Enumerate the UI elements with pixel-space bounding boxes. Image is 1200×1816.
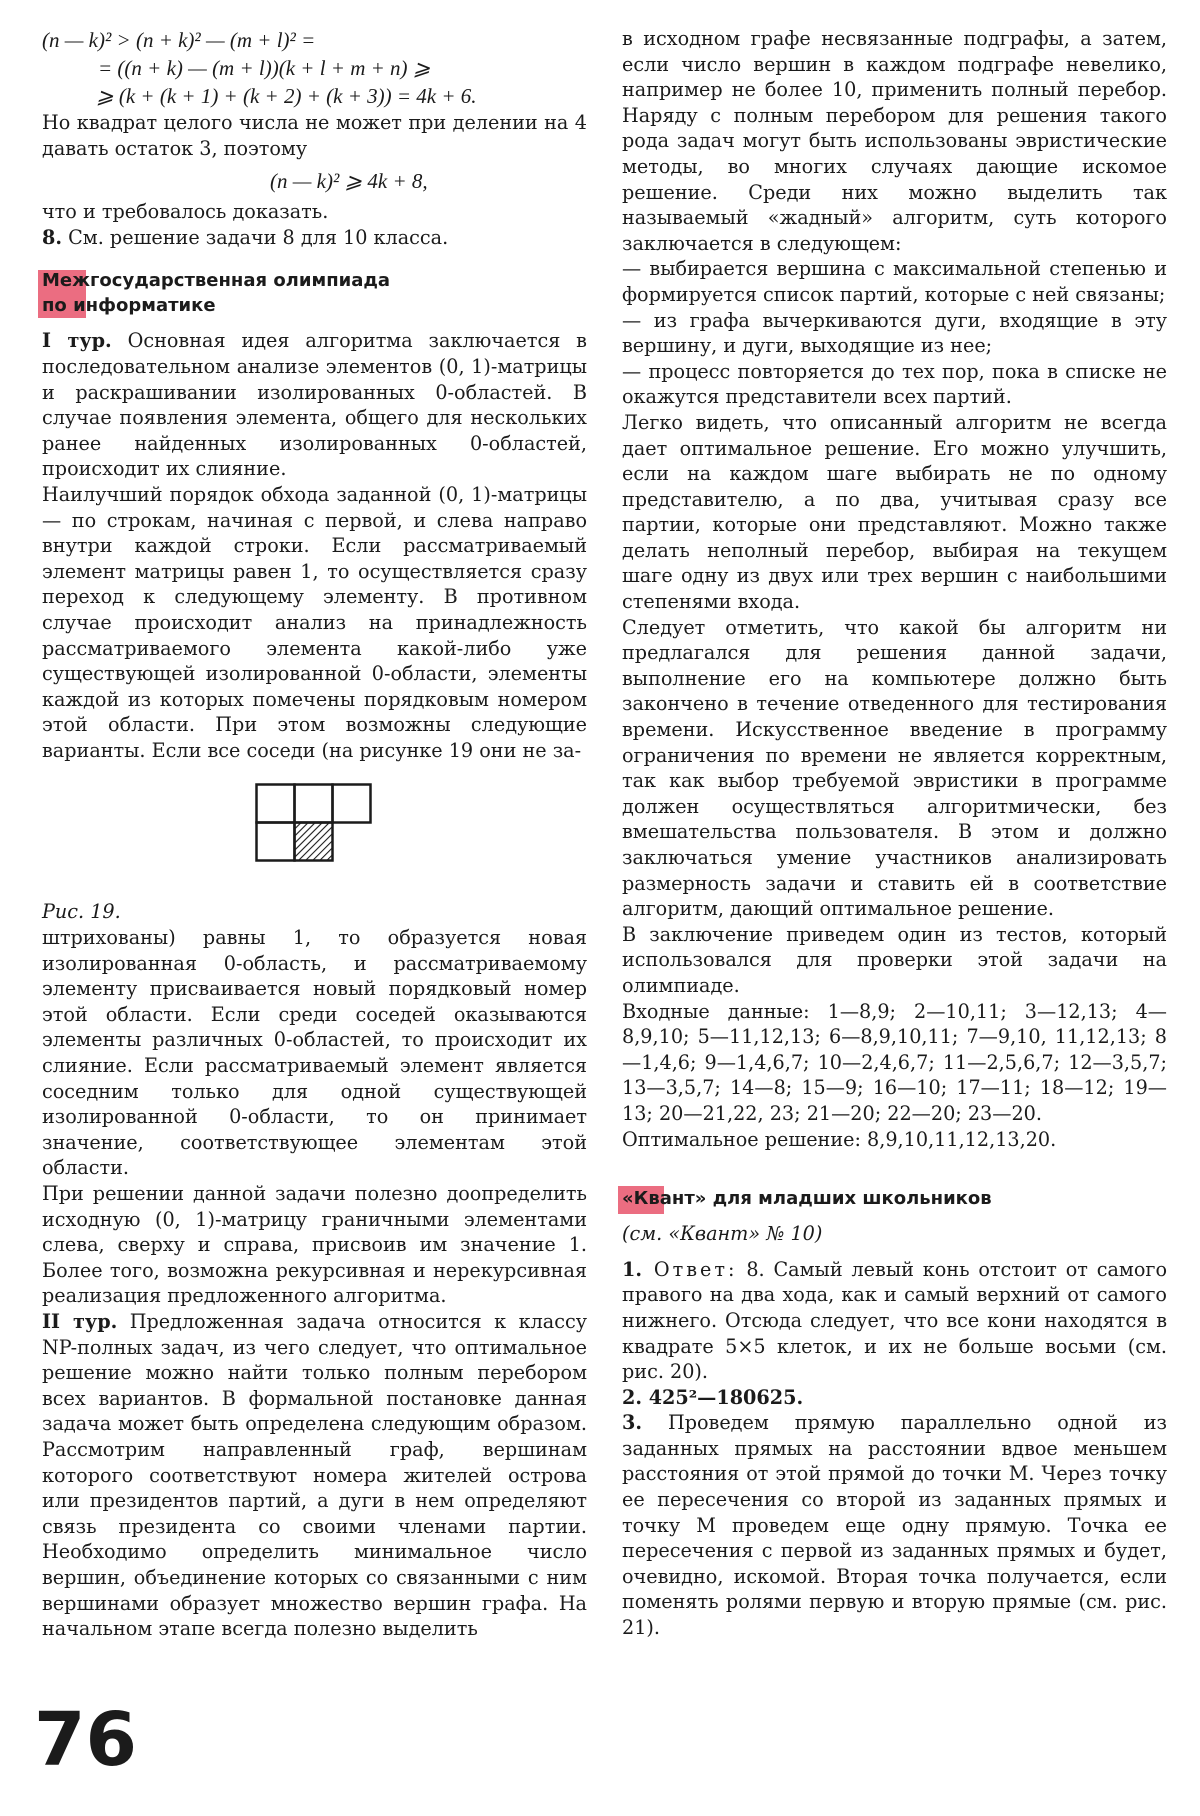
answer-text: 8. Самый левый конь отстоит от самого правого на два хода, как и самый верхний от самого нижнего. Отсюда следует, что все кони находятся в квадрате 5×5 клеток, и их не больше восьми (см. рис. 20). (622, 1257, 1167, 1384)
answer-number: 1. (622, 1257, 643, 1281)
paragraph-test: В заключение приведем один из тестов, который использовался для проверки этой задачи на олимпиаде. (622, 922, 1167, 997)
paragraph-note: Следует отметить, что какой бы алгоритм ни предлагался для решения данной задачи, выполнение его на компьютере должно быть закончено в течение отведенного для тестирования времени. Искусственное введение в программу ограничения по времени не является корректным, так как выбор требуемой эвристики в программе должен осуществляться алгоритмически, без вмешательства пользователя. В этом и должно заключаться умение участников анализировать размерность задачи и ставить ей в соответствие алгоритм, дающий оптимальное решение. (622, 615, 1167, 921)
formula-line-4: (n — k)² ⩾ 4k + 8, (270, 169, 428, 194)
grid-cell (333, 785, 371, 823)
section-title: «Квант» для младших школьников (622, 1188, 992, 1210)
answer-text: 425²—180625. (642, 1385, 804, 1409)
tour-2-label: II тур. (42, 1309, 118, 1333)
item-text: См. решение задачи 8 для 10 класса. (62, 225, 449, 249)
tour-1-text: Основная идея алгоритма заключается в последовательном анализе элементов (0, 1)-матрицы и раскрашивании изолированных 0-областей. В случае появления элемента, общего для нескольких ранее найденных изолированных 0-областей, происходит их слияние. (42, 329, 587, 481)
grid-cell-hatched (295, 823, 333, 861)
paragraph-see-solution (42, 225, 587, 251)
answer-number: 3. (622, 1411, 643, 1435)
paragraph-optimal: Оптимальное решение: 8,9,10,11,12,13,20. (622, 1127, 1057, 1151)
left-column (42, 26, 587, 1642)
paragraph-continuation: в исходном графе несвязанные подграфы, а затем, если число вершин в каждом подграфе невелико, например не более 10, применить полный перебор. Наряду с полным перебором для решения такого рода задач могут быть использованы эвристические методы, во многих случаях дающие искомое решение. Среди них можно выделить так называемый «жадный» алгоритм, суть которого заключается в следующем: (622, 27, 1167, 255)
section-title-line-1: Межгосударственная олимпиада (42, 270, 391, 292)
formula-line-2: = ((n + k) — (m + l))(k + l + m + n) ⩾ (98, 56, 431, 80)
right-column (622, 26, 1167, 1641)
grid-cell (257, 785, 295, 823)
answer-1 (622, 1257, 1167, 1385)
paragraph-after-figure: штрихованы) равны 1, то образуется новая изолированная 0-область, и рассматриваемому элементу присваивается новый порядковый номер этой области. Если среди соседей оказываются элементы различных 0-областей, то происходит их слияние. Если рассматриваемый элемент является соседним только для одной существующей изолированной 0-области, то он принимает значение, соответствующее элементам этой области. (42, 926, 587, 1180)
dash-item-1: — выбирается вершина с максимальной степенью и формируется список партий, которые с ней связаны; (622, 257, 1167, 306)
item-number: 8. (42, 225, 63, 249)
page-number: 76 (34, 1697, 137, 1783)
figure-caption: Рис. 19. (42, 900, 121, 924)
answer-3 (622, 1410, 1167, 1640)
formula-line-3: ⩾ (k + (k + 1) + (k + 2) + (k + 3)) = 4k + 6. (96, 84, 477, 108)
section-title-line-2: по информатике (42, 295, 216, 317)
paragraph-order: Наилучший порядок обхода заданной (0, 1)-матрицы — по строкам, начиная с первой, и слева направо внутри каждой строки. Если рассматриваемый элемент матрицы равен 1, то осуществляется сразу переход к следующему элементу. В противном случае происходит анализ на принадлежность рассматриваемого элемента какой-либо уже существующей изолированной 0-области, элементы каждой из которых помечены порядковым номером этой области. При этом возможны следующие варианты. Если все соседи (на рисунке 19 они не за- (42, 482, 587, 762)
paragraph-easy-to-see: Легко видеть, что описанный алгоритм не всегда дает оптимальное решение. Его можно улучшить, если на каждом шаге выбирать не по одному представителю, а по два, учитывая сразу все партии, которые они представляют. Можно также делать неполный перебор, выбирая на текущем шаге одну из двух или трех вершин с наибольшими степенями входа. (622, 410, 1167, 614)
answer-text: Проведем прямую параллельно одной из заданных прямых на расстоянии вдвое меньшем расстояния от этой прямой до точки M. Через точку ее пересечения со второй из заданных прямых и точку M проведем еще одну прямую. Точка ее пересечения с первой из заданных прямых и будет, очевидно, искомой. Вторая точка получается, если поменять ролями первую и вторую прямые (см. рис. 21). (622, 1411, 1167, 1640)
formula-line-1: (n — k)² > (n + k)² — (m + l)² = (42, 28, 316, 52)
grid-cell (257, 823, 295, 861)
paragraph-remainder: Но квадрат целого числа не может при делении на 4 давать остаток 3, поэтому (42, 111, 587, 160)
dash-item-3: — процесс повторяется до тех пор, пока в списке не окажутся представители всех партий. (622, 359, 1167, 409)
paragraph-tour-1 (42, 328, 587, 482)
section-subtitle: (см. «Квант» № 10) (622, 1222, 823, 1246)
paragraph-qed: что и требовалось доказать. (42, 200, 329, 224)
paragraph-tour-2 (42, 1309, 587, 1642)
answer-number: 2. (622, 1385, 643, 1409)
tour-2-text: Предложенная задача относится к классу NP-полных задач, из чего следует, что оптимальное решение можно найти только полным перебором всех вариантов. В формальной постановке данная задача может быть определена следующим образом. Рассмотрим направленный граф, вершинам которого соответствуют номера жителей острова или президентов партий, а дуги в нем определяют связь президента со своими членами партии. Необходимо определить минимальное число вершин, объединение которых со связанными с ним вершинами образует множество вершин графа. На начальном этапе всегда полезно выделить (42, 1309, 587, 1641)
figure-19 (42, 783, 587, 893)
section-header-informatics (42, 268, 587, 318)
grid-figure (255, 783, 373, 865)
tour-1-label: I тур. (42, 329, 112, 353)
paragraph-input-data: Входные данные: 1—8,9; 2—10,11; 3—12,13; 4—8,9,10; 5—11,12,13; 6—8,9,10,11; 7—9,10, 11,12,13; 8—1,4,6; 9—1,4,6,7; 10—2,4,6,7; 11—2,5,6,7; 12—3,5,7; 13—3,5,7; 14—8; 15—9; 16—10; 17—11; 18—12; 19—13; 20—21,22, 23; 21—20; 22—20; 23—20. (622, 999, 1167, 1125)
answer-2 (622, 1385, 1167, 1411)
answer-label: Ответ: (642, 1257, 738, 1281)
paragraph-boundary: При решении данной задачи полезно доопределить исходную (0, 1)-матрицу граничными элементами слева, сверху и справа, присвоив им значение 1. Более того, возможна рекурсивная и нерекурсивная реализация предложенного алгоритма. (42, 1182, 587, 1308)
grid-cell (295, 785, 333, 823)
section-header-kvant (622, 1186, 1167, 1211)
dash-item-2: — из графа вычеркиваются дуги, входящие в эту вершину, и дуги, выходящие из нее; (622, 308, 1167, 358)
